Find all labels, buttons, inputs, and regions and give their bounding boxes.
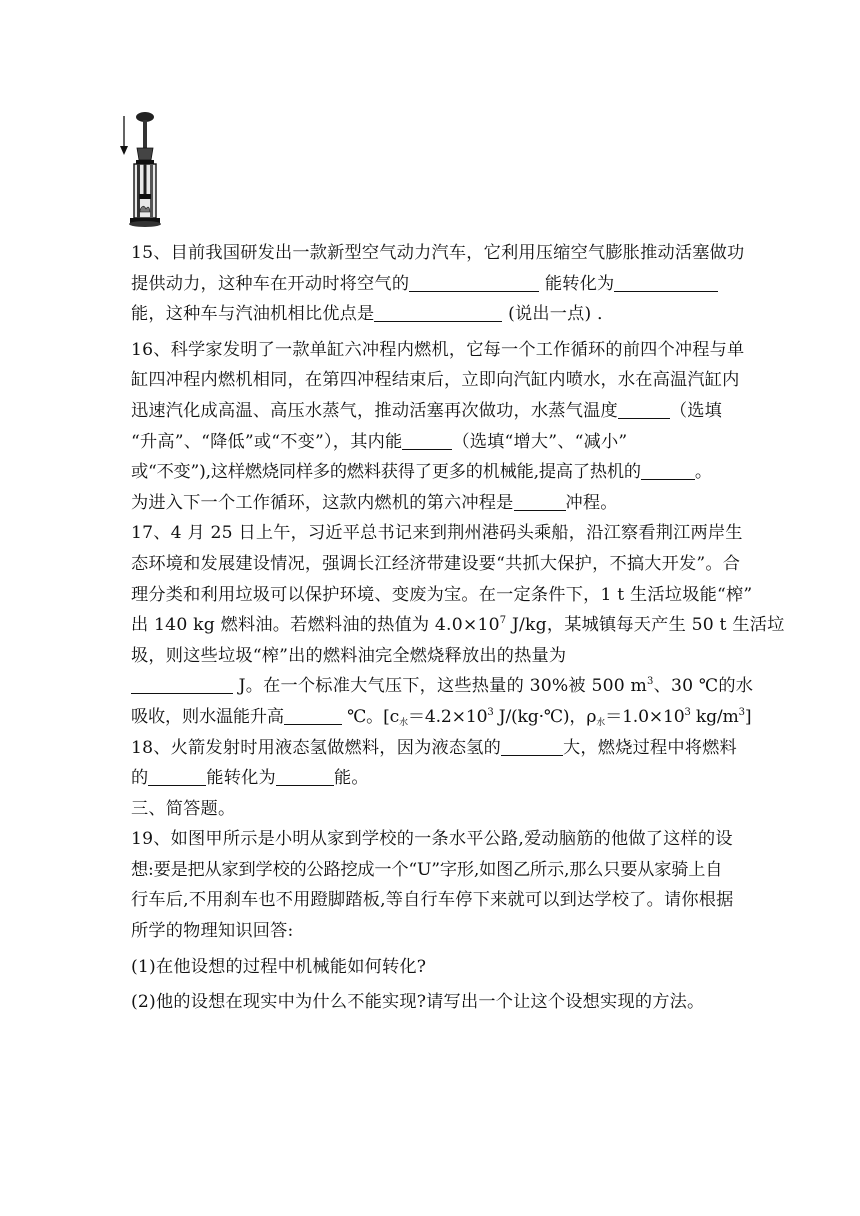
q18-text: 能。 [333, 768, 369, 789]
superscript: 3 [738, 706, 745, 718]
pump-illustration [118, 110, 162, 228]
answer-blank[interactable] [402, 429, 452, 450]
answer-blank[interactable] [501, 735, 563, 756]
q17-text: J/kg，某城镇每天产生 50 t 生活垃 [506, 615, 785, 636]
q17-text: 吸收，则水温能升高 [131, 706, 284, 727]
q16-line-4 [131, 427, 741, 458]
answer-blank[interactable] [409, 271, 539, 292]
q19-line-1: 19、如图甲所示是小明从家到学校的一条水平公路,爱动脑筋的他做了这样的设 [131, 829, 733, 850]
q18-line-2 [131, 763, 741, 794]
answer-blank[interactable] [131, 673, 233, 694]
q16-line-6 [131, 488, 741, 519]
q17-text: ℃。[c [341, 706, 400, 727]
answer-blank[interactable] [374, 301, 502, 322]
q18-text: 的 [131, 768, 149, 789]
q15-line-3 [131, 299, 741, 330]
q17-line-6 [131, 671, 754, 702]
q19-line-2: 想:要是把从家到学校的公路挖成一个“U”字形,如图乙所示,那么只要从家骑上自 [131, 859, 723, 880]
q15-line-1: 15、目前我国研发出一款新型空气动力汽车，它利用压缩空气膨胀推动活塞做功 [131, 243, 745, 263]
q17-line-3: 理分类和利用垃圾可以保护环境、变废为宝。在一定条件下，1 t 生活垃圾能“榨” [131, 584, 753, 605]
superscript: 3 [647, 676, 654, 688]
answer-blank[interactable] [284, 704, 342, 725]
q16-line-2: 缸四冲程内燃机相同，在第四冲程结束后，立即向汽缸内喷水，水在高温汽缸内 [131, 370, 740, 391]
subscript: 水 [399, 717, 408, 728]
q15-text: 提供动力，这种车在开动时将空气的 [131, 273, 410, 294]
q16-line-3 [131, 396, 741, 427]
answer-blank[interactable] [514, 490, 566, 511]
superscript: 3 [487, 706, 494, 718]
q15-line-2 [131, 269, 741, 300]
q15-text: 能转化为 [539, 273, 615, 294]
q18-text: 能转化为 [206, 768, 276, 789]
q16-line-5 [131, 457, 741, 488]
q16-text: 或“不变”),这样燃烧同样多的燃料获得了更多的机械能,提高了热机的 [131, 462, 641, 483]
q16-text: （选填 [669, 400, 723, 421]
q18-text: 18、火箭发射时用液态氢做燃料，因为液态氢的 [131, 737, 502, 758]
q19-line-4: 所学的物理知识回答: [131, 921, 294, 942]
q18-text: 大，燃烧过程中将燃料 [563, 737, 737, 758]
q16-text: 为进入下一个工作循环，这款内燃机的第六冲程是 [131, 492, 514, 513]
q16-text: 迅速汽化成高温、高压水蒸气，推动活塞再次做功，水蒸气温度 [131, 400, 618, 421]
answer-blank[interactable] [148, 765, 206, 786]
q16-text: “升高”、“降低”或“不变”），其内能 [131, 431, 403, 452]
q16-text: 。 [694, 462, 712, 483]
question-content [131, 238, 785, 1018]
q18-line-1 [131, 733, 741, 764]
q15-text: 能，这种车与汽油机相比优点是 [131, 304, 375, 325]
answer-blank[interactable] [641, 459, 695, 480]
air-pump-piston-diagram [118, 110, 162, 228]
q16-text: 冲程。 [565, 492, 618, 513]
subscript: 水 [596, 717, 606, 728]
q19-line-3: 行车后,不用刹车也不用蹬脚踏板,等自行车停下来就可以到达学校了。请你根据 [131, 890, 734, 911]
q15-text: (说出一点) ． [502, 304, 615, 325]
answer-blank[interactable] [614, 271, 718, 292]
q19-part-1: (1)在他设想的过程中机械能如何转化? [131, 956, 427, 977]
superscript: 3 [684, 706, 691, 718]
q17-line-4 [131, 610, 785, 641]
q17-text: kg/m [690, 706, 739, 727]
q17-line-7 [131, 702, 752, 733]
q17-line-1: 17、4 月 25 日上午，习近平总书记来到荆州港码头乘船，沿江察看荆江两岸生 [131, 523, 743, 544]
q17-text: ＝1.0×10 [605, 706, 685, 727]
answer-blank[interactable] [618, 398, 670, 419]
q17-text: ＝4.2×10 [407, 706, 488, 727]
superscript: 7 [499, 615, 507, 627]
q17-line-2: 态环境和发展建设情况，强调长江经济带建设要“共抓大保护，不搞大开发”。合 [131, 553, 741, 574]
q17-text: J/(kg·℃)，ρ [493, 706, 597, 727]
q19-part-2: (2)他的设想在现实中为什么不能实现?请写出一个让这个设想实现的方法。 [131, 992, 705, 1013]
answer-blank[interactable] [276, 765, 334, 786]
q16-line-1: 16、科学家发明了一款单缸六冲程内燃机，它每一个工作循环的前四个冲程与单 [131, 339, 745, 360]
q17-text: ] [744, 706, 752, 727]
q17-text: 出 140 kg 燃料油。若燃料油的热值为 4.0×10 [131, 615, 500, 636]
section-title: 三、简答题。 [131, 798, 236, 819]
q17-line-5: 圾，则这些垃圾“榨”出的燃料油完全燃烧释放出的热量为 [131, 645, 567, 666]
q17-text: J。在一个标准大气压下，这些热量的 30%被 500 m [233, 676, 648, 697]
q17-text: 、30 ℃的水 [653, 676, 754, 697]
q16-text: （选填“增大”、“减小” [452, 431, 628, 452]
